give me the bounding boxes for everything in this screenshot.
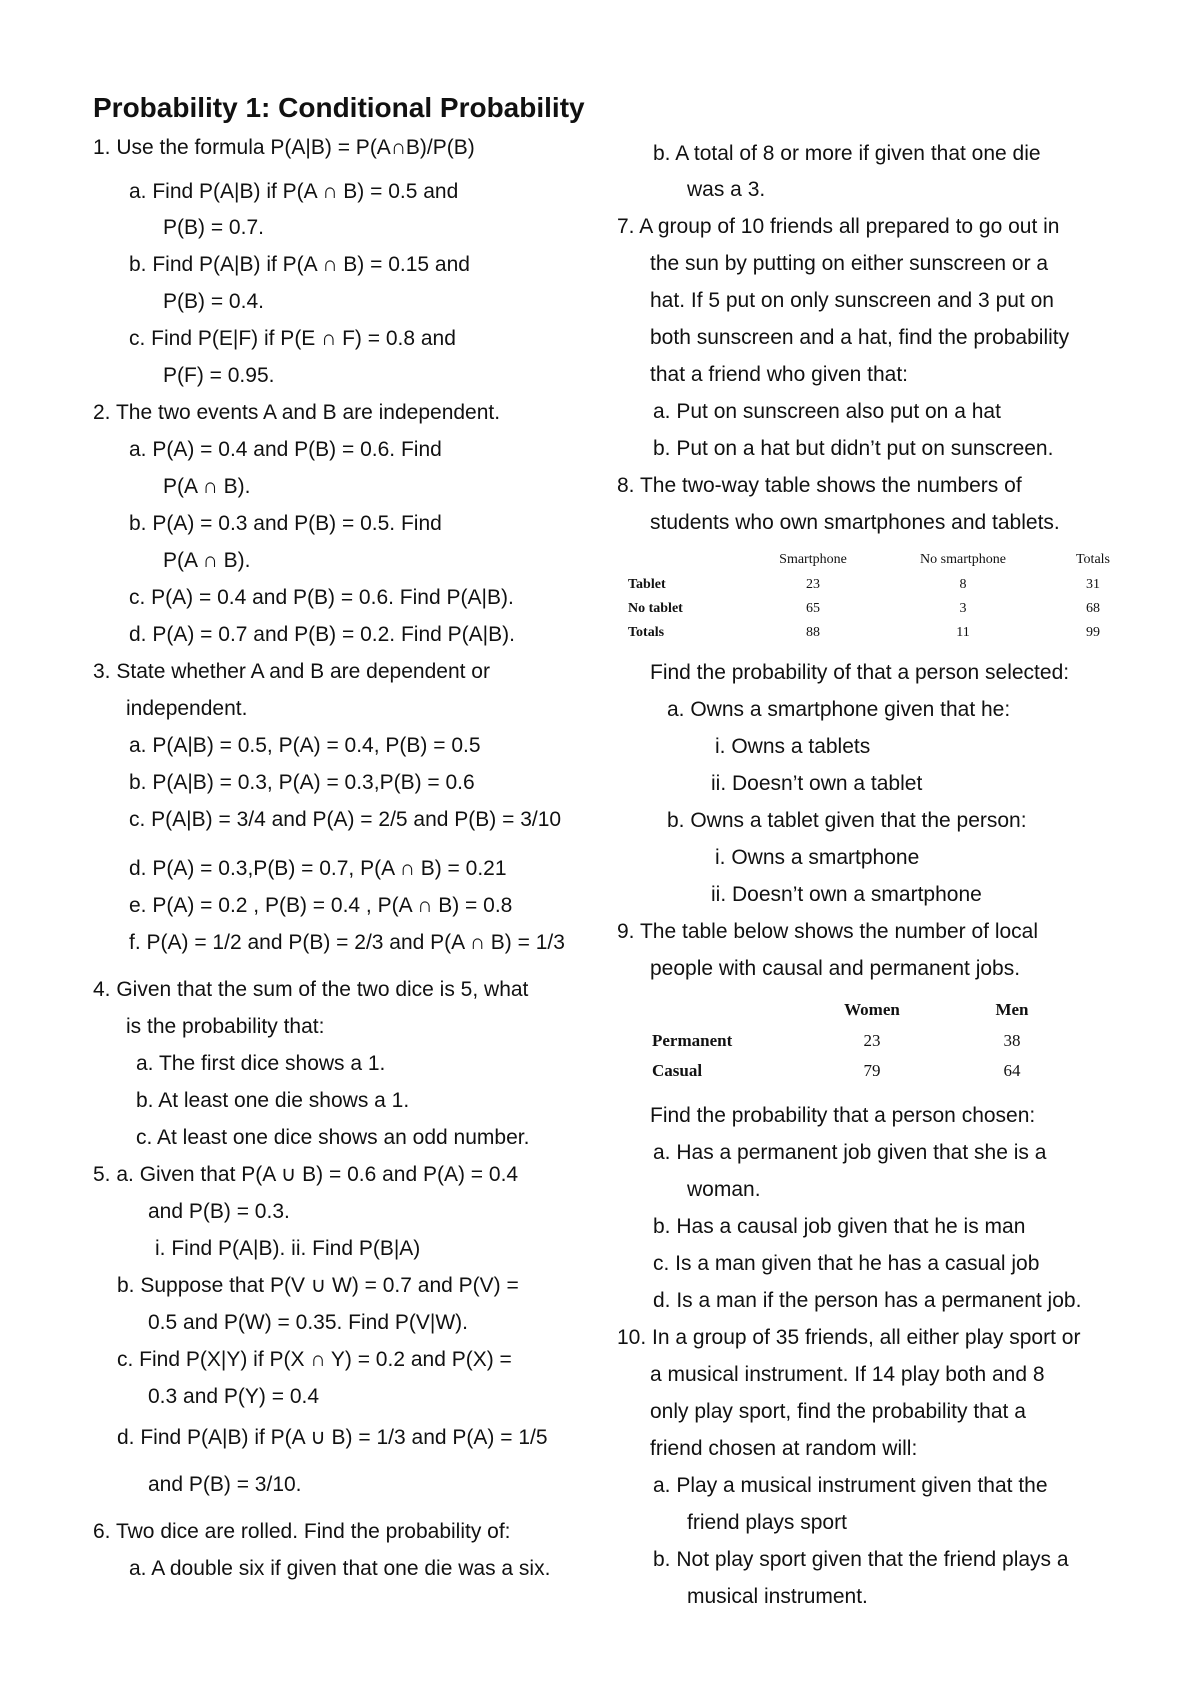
table-cell: 11 — [956, 625, 970, 640]
q7a: a. Put on sunscreen also put on a hat — [653, 400, 1001, 423]
table-header-row — [628, 547, 1148, 573]
q10-line4: friend chosen at random will: — [650, 1437, 918, 1460]
row-header: Totals — [628, 625, 665, 640]
q5a-parts: i. Find P(A|B). ii. Find P(B|A) — [155, 1237, 421, 1260]
q7-line5: that a friend who given that: — [650, 363, 908, 386]
jobs-table — [652, 994, 1082, 1086]
q2b: b. P(A) = 0.3 and P(B) = 0.5. Find — [129, 512, 442, 535]
table-header-cell: Men — [995, 1000, 1029, 1019]
row-header: No tablet — [628, 601, 683, 616]
q7-line3: hat. If 5 put on only sunscreen and 3 put on — [650, 289, 1054, 312]
q3b: b. P(A|B) = 0.3, P(A) = 0.3,P(B) = 0.6 — [129, 771, 475, 794]
table-cell: 23 — [806, 577, 820, 592]
q7-line4: both sunscreen and a hat, find the probability — [650, 326, 1070, 349]
table-cell: 99 — [1086, 625, 1100, 640]
table-header-cell — [652, 994, 802, 1026]
table-header-cell: Totals — [1075, 552, 1110, 567]
table-row — [628, 597, 1148, 621]
table-header-cell: Smartphone — [779, 552, 847, 567]
q2b-cont: P(A ∩ B). — [163, 549, 251, 572]
page-title: Probability 1: Conditional Probability — [93, 92, 585, 123]
q8a-i: i. Owns a tablets — [715, 735, 871, 758]
smartphone-tablet-table — [628, 547, 1148, 645]
q5c-cont: 0.3 and P(Y) = 0.4 — [148, 1385, 320, 1408]
q9a: a. Has a permanent job given that she is a — [653, 1141, 1047, 1164]
q2d: d. P(A) = 0.7 and P(B) = 0.2. Find P(A|B). — [129, 623, 515, 646]
q6b: b. A total of 8 or more if given that one die — [653, 142, 1041, 165]
table-cell: 38 — [1003, 1031, 1021, 1050]
q7: 7. A group of 10 friends all prepared to go out in — [617, 215, 1060, 238]
q9b: b. Has a causal job given that he is man — [653, 1215, 1026, 1238]
q2c: c. P(A) = 0.4 and P(B) = 0.6. Find P(A|B). — [129, 586, 514, 609]
q8a: a. Owns a smartphone given that he: — [667, 698, 1011, 721]
q8b-i: i. Owns a smartphone — [715, 846, 920, 869]
q4b: b. At least one die shows a 1. — [136, 1089, 410, 1112]
table-cell: 8 — [959, 577, 967, 592]
q2: 2. The two events A and B are independent. — [93, 401, 501, 424]
table-header-row — [652, 994, 1082, 1026]
q5c: c. Find P(X|Y) if P(X ∩ Y) = 0.2 and P(X) = — [117, 1348, 512, 1371]
q10a-cont: friend plays sport — [687, 1511, 847, 1534]
q7b: b. Put on a hat but didn’t put on sunscreen. — [653, 437, 1054, 460]
q5d-cont: and P(B) = 3/10. — [148, 1473, 302, 1496]
q8: 8. The two-way table shows the numbers of — [617, 474, 1022, 497]
q9-find: Find the probability that a person chosen: — [650, 1104, 1036, 1127]
table-cell: 65 — [806, 601, 820, 616]
q9a-cont: woman. — [687, 1178, 761, 1201]
q10-line3: only play sport, find the probability that a — [650, 1400, 1026, 1423]
q1a-cont: P(B) = 0.7. — [163, 216, 264, 239]
q8-find: Find the probability of that a person selected: — [650, 661, 1070, 684]
table-row — [628, 621, 1148, 645]
q10b-cont: musical instrument. — [687, 1585, 868, 1608]
table-cell: 31 — [1086, 577, 1100, 592]
table-header-cell — [628, 547, 738, 573]
q5a: 5. a. Given that P(A ∪ B) = 0.6 and P(A) = 0.4 — [93, 1163, 519, 1186]
q3c: c. P(A|B) = 3/4 and P(A) = 2/5 and P(B) = 3/10 — [129, 808, 562, 831]
q6b-cont: was a 3. — [687, 178, 766, 201]
q1c-cont: P(F) = 0.95. — [163, 364, 275, 387]
q5b-cont: 0.5 and P(W) = 0.35. Find P(V|W). — [148, 1311, 468, 1334]
q3: 3. State whether A and B are dependent or — [93, 660, 490, 683]
q3d: d. P(A) = 0.3,P(B) = 0.7, P(A ∩ B) = 0.21 — [129, 857, 507, 880]
q3e: e. P(A) = 0.2 , P(B) = 0.4 , P(A ∩ B) = 0.8 — [129, 894, 513, 917]
q5a-cont: and P(B) = 0.3. — [148, 1200, 290, 1223]
q1: 1. Use the formula P(A|B) = P(A∩B)/P(B) — [93, 136, 475, 159]
table-row — [652, 1026, 1082, 1056]
q5d: d. Find P(A|B) if P(A ∪ B) = 1/3 and P(A) = 1/5 — [117, 1426, 548, 1449]
q4c: c. At least one dice shows an odd number. — [136, 1126, 530, 1149]
q10-line2: a musical instrument. If 14 play both and 8 — [650, 1363, 1045, 1386]
table-row — [628, 573, 1148, 597]
table-cell: 23 — [863, 1031, 881, 1050]
q10b: b. Not play sport given that the friend plays a — [653, 1548, 1069, 1571]
table-row — [652, 1056, 1082, 1086]
q8b: b. Owns a tablet given that the person: — [667, 809, 1027, 832]
q9d: d. Is a man if the person has a permanent job. — [653, 1289, 1082, 1312]
row-header: Tablet — [628, 577, 666, 592]
table-cell: 64 — [1003, 1061, 1021, 1080]
q4a: a. The first dice shows a 1. — [136, 1052, 386, 1075]
q6: 6. Two dice are rolled. Find the probability of: — [93, 1520, 511, 1543]
q4: 4. Given that the sum of the two dice is 5, what — [93, 978, 529, 1001]
q3f: f. P(A) = 1/2 and P(B) = 2/3 and P(A ∩ B) = 1/3 — [129, 931, 565, 954]
table-cell: 88 — [806, 625, 820, 640]
q8a-ii: ii. Doesn’t own a tablet — [711, 772, 923, 795]
q1b-cont: P(B) = 0.4. — [163, 290, 264, 313]
q9-cont: people with causal and permanent jobs. — [650, 957, 1021, 980]
q3-cont: independent. — [126, 697, 248, 720]
q8-cont: students who own smartphones and tablets. — [650, 511, 1060, 534]
q9: 9. The table below shows the number of local — [617, 920, 1039, 943]
q8b-ii: ii. Doesn’t own a smartphone — [711, 883, 982, 906]
q1a: a. Find P(A|B) if P(A ∩ B) = 0.5 and — [129, 180, 459, 203]
q10a: a. Play a musical instrument given that the — [653, 1474, 1048, 1497]
q9c: c. Is a man given that he has a casual job — [653, 1252, 1040, 1275]
q1b: b. Find P(A|B) if P(A ∩ B) = 0.15 and — [129, 253, 470, 276]
q1c: c. Find P(E|F) if P(E ∩ F) = 0.8 and — [129, 327, 456, 350]
q10: 10. In a group of 35 friends, all either play sport or — [617, 1326, 1081, 1349]
q5b: b. Suppose that P(V ∪ W) = 0.7 and P(V) = — [117, 1274, 519, 1297]
table-header-cell: No smartphone — [920, 552, 1006, 567]
table-header-cell: Women — [844, 1000, 900, 1019]
table-cell: 3 — [959, 601, 967, 616]
q2a: a. P(A) = 0.4 and P(B) = 0.6. Find — [129, 438, 442, 461]
q6a: a. A double six if given that one die was a six. — [129, 1557, 551, 1580]
table-cell: 79 — [863, 1061, 881, 1080]
q3a: a. P(A|B) = 0.5, P(A) = 0.4, P(B) = 0.5 — [129, 734, 481, 757]
q4-cont: is the probability that: — [126, 1015, 325, 1038]
q7-line2: the sun by putting on either sunscreen or a — [650, 252, 1049, 275]
q2a-cont: P(A ∩ B). — [163, 475, 251, 498]
table-cell: 68 — [1086, 601, 1100, 616]
row-header: Permanent — [652, 1031, 733, 1050]
row-header: Casual — [652, 1061, 703, 1080]
